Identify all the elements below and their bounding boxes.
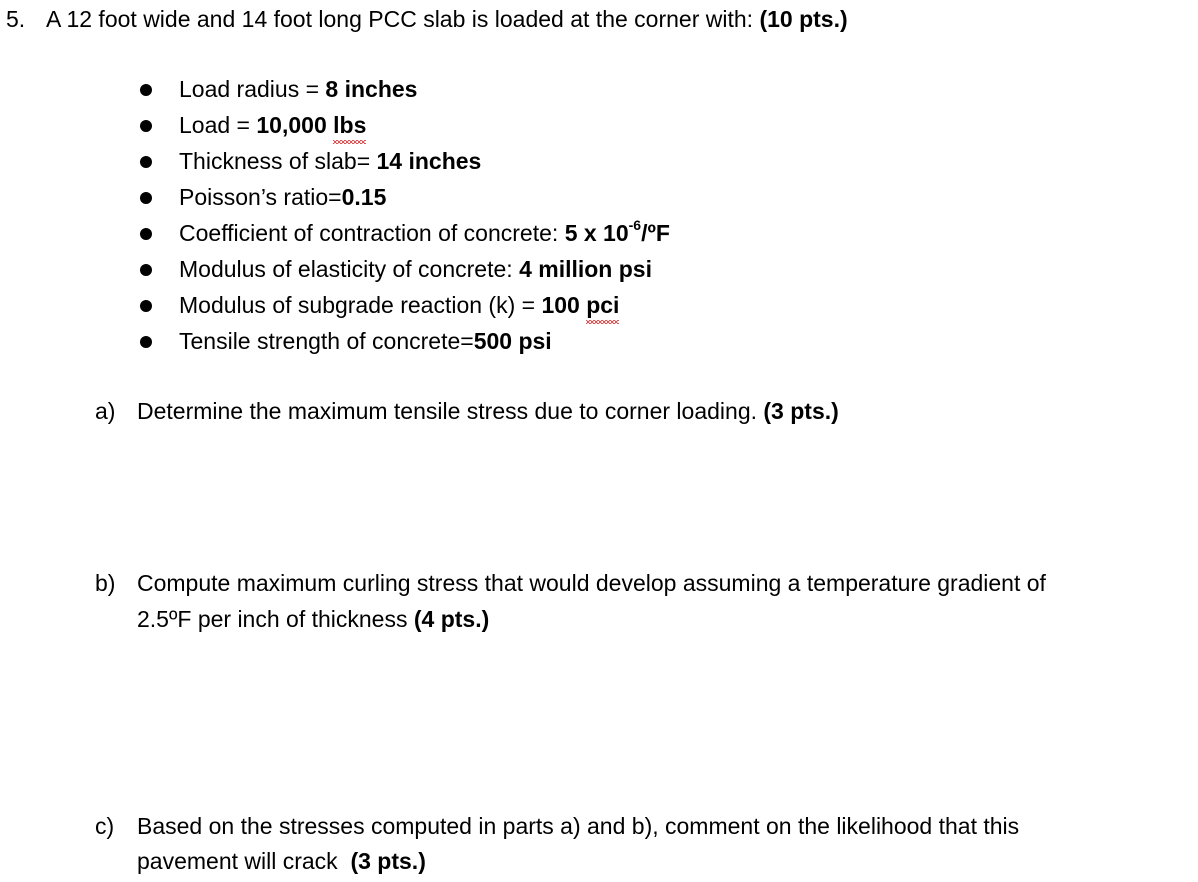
item-unit: /ºF — [641, 220, 670, 246]
bullet-icon — [140, 336, 152, 348]
item-value: 14 inches — [376, 148, 482, 174]
item-exponent: -6 — [628, 217, 642, 234]
item-value: 5 x 10 — [564, 220, 629, 246]
item-label: Thickness of slab= — [179, 148, 377, 174]
question-number: 5. — [6, 6, 26, 32]
part-c-line1: Based on the stresses computed in parts a) and b), comment on the likelihood that this — [137, 813, 1020, 839]
list-item-thickness — [179, 146, 481, 176]
part-c-label: c) — [95, 813, 115, 839]
list-item-poisson — [179, 182, 386, 212]
item-label: Coefficient of contraction of concrete: — [179, 220, 565, 246]
question-text — [46, 4, 848, 34]
list-item-load — [179, 110, 366, 140]
part-c-points: (3 pts.) — [350, 848, 426, 874]
part-b-points: (4 pts.) — [413, 606, 490, 632]
item-value: 500 psi — [473, 328, 552, 354]
item-value: 10,000 — [256, 112, 334, 138]
item-unit-spellcheck: lbs — [333, 112, 367, 138]
part-c-statement: pavement will crack — [137, 848, 351, 874]
list-item-tensile — [179, 326, 552, 356]
bullet-icon — [140, 228, 152, 240]
item-value: 100 — [541, 292, 587, 318]
bullet-icon — [140, 300, 152, 312]
bullet-icon — [140, 120, 152, 132]
part-b-label: b) — [95, 570, 116, 596]
bullet-icon — [140, 156, 152, 168]
item-value: 8 inches — [325, 76, 418, 102]
item-value: 0.15 — [341, 184, 387, 210]
part-a-label: a) — [95, 398, 116, 424]
part-a-statement: Determine the maximum tensile stress due to corner loading. — [137, 398, 764, 424]
part-b-line2 — [137, 604, 489, 634]
bullet-icon — [140, 84, 152, 96]
item-label: Poisson’s ratio= — [179, 184, 342, 210]
list-item-load-radius — [179, 74, 417, 104]
list-item-elasticity — [179, 254, 652, 284]
item-label: Load radius = — [179, 76, 326, 102]
item-label: Modulus of subgrade reaction (k) = — [179, 292, 542, 318]
bullet-icon — [140, 192, 152, 204]
part-a-text — [137, 396, 839, 426]
question-statement: A 12 foot wide and 14 foot long PCC slab is loaded at the corner with: — [46, 6, 760, 32]
part-b-line1: Compute maximum curling stress that would develop assuming a temperature gradient of — [137, 570, 1046, 596]
item-label: Tensile strength of concrete= — [179, 328, 474, 354]
item-value: 4 million psi — [519, 256, 652, 282]
item-label: Modulus of elasticity of concrete: — [179, 256, 520, 282]
bullet-icon — [140, 264, 152, 276]
part-b-statement: 2.5ºF per inch of thickness — [137, 606, 414, 632]
question-points: (10 pts.) — [759, 6, 848, 32]
list-item-subgrade — [179, 290, 619, 320]
item-label: Load = — [179, 112, 257, 138]
item-unit-spellcheck: pci — [586, 292, 620, 318]
part-a-points: (3 pts.) — [763, 398, 839, 424]
list-item-contraction — [179, 218, 670, 248]
part-c-line2 — [137, 846, 426, 876]
